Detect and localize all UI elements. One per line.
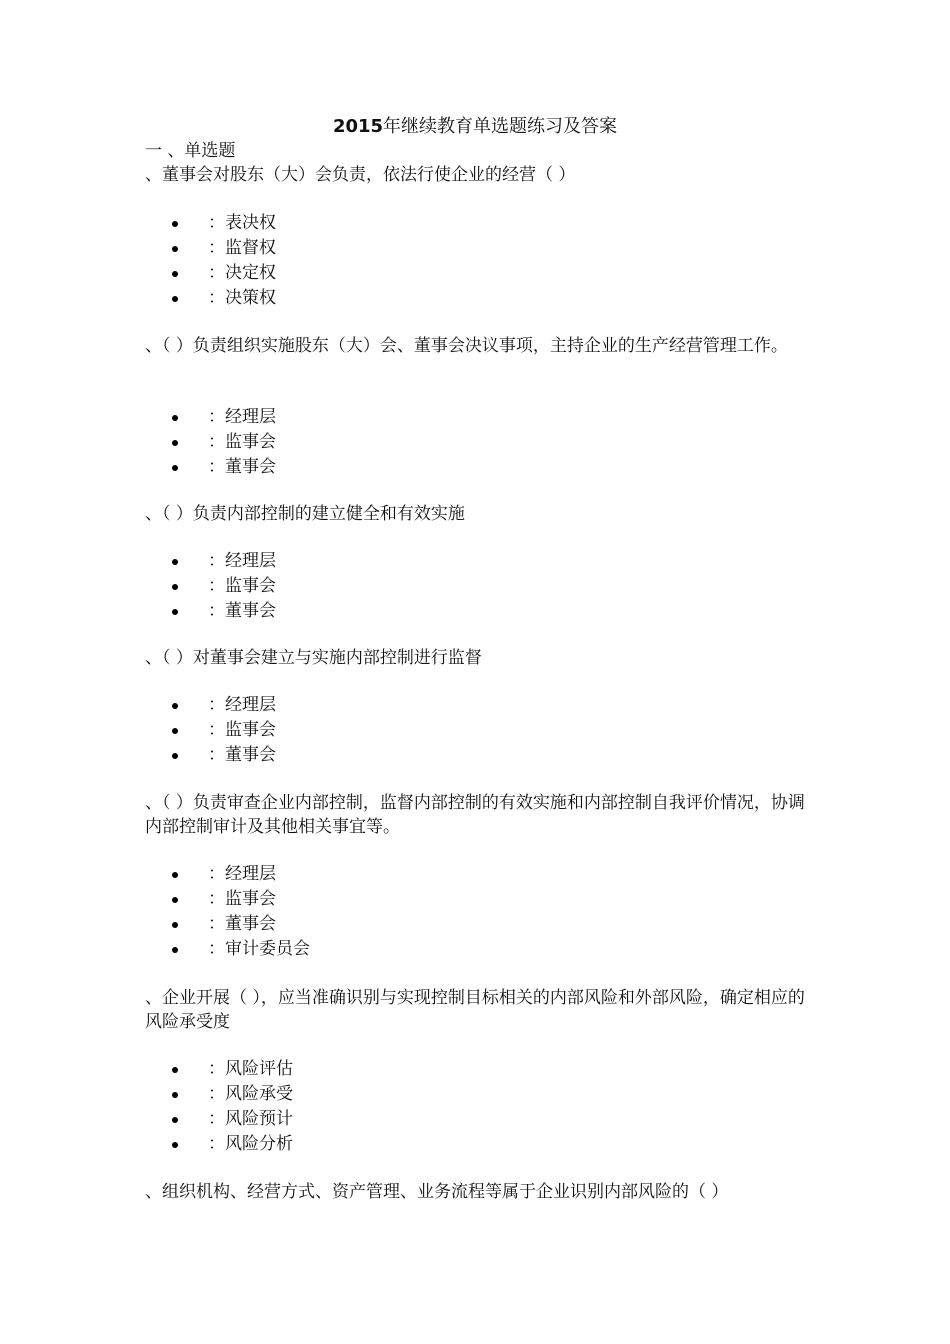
bullet-icon	[172, 922, 178, 928]
bullet-icon	[172, 1092, 178, 1098]
question-6: 、企业开展（ ），应当准确识别与实现控制目标相关的内部风险和外部风险，确定相应的风险承受度	[145, 988, 805, 1032]
bullet-icon	[172, 296, 178, 302]
option-label: ：董事会	[208, 457, 276, 477]
bullet-icon	[172, 872, 178, 878]
option-label: ：决定权	[208, 263, 276, 283]
bullet-icon	[172, 559, 178, 565]
bullet-icon	[172, 897, 178, 903]
option-label: ：风险承受	[208, 1084, 293, 1104]
question-5: 、（ ）负责审查企业内部控制，监督内部控制的有效实施和内部控制自我评价情况，协调内部控制审计及其他相关事宜等。	[145, 793, 805, 837]
bullet-icon	[172, 1067, 178, 1073]
title-year: 2015	[332, 116, 384, 137]
question-7: 、组织机构、经营方式、资产管理、业务流程等属于企业识别内部风险的（ ）	[145, 1182, 729, 1202]
option-label: ：监事会	[208, 720, 276, 740]
bullet-icon	[172, 465, 178, 471]
option-label: ：风险评估	[208, 1059, 293, 1079]
option-label: ：决策权	[208, 288, 276, 308]
option-label: ：经理层	[208, 695, 276, 715]
bullet-icon	[172, 246, 178, 252]
section-heading: 一 、单选题	[145, 141, 236, 161]
option-label: ：经理层	[208, 864, 276, 884]
option-label: ：董事会	[208, 745, 276, 765]
option-label: ：董事会	[208, 914, 276, 934]
bullet-icon	[172, 271, 178, 277]
option-label: ：董事会	[208, 601, 276, 621]
bullet-icon	[172, 440, 178, 446]
bullet-icon	[172, 947, 178, 953]
bullet-icon	[172, 221, 178, 227]
question-4: 、（ ）对董事会建立与实施内部控制进行监督	[145, 648, 482, 668]
option-label: ：经理层	[208, 551, 276, 571]
bullet-icon	[172, 1142, 178, 1148]
option-label: ：监事会	[208, 576, 276, 596]
bullet-icon	[172, 753, 178, 759]
option-label: ：风险分析	[208, 1134, 293, 1154]
bullet-icon	[172, 415, 178, 421]
title-text: 年继续教育单选题练习及答案	[383, 116, 618, 137]
bullet-icon	[172, 703, 178, 709]
bullet-icon	[172, 609, 178, 615]
bullet-icon	[172, 1117, 178, 1123]
question-1: 、董事会对股东（大）会负责，依法行使企业的经营（ ）	[145, 165, 576, 185]
option-label: ：监督权	[208, 238, 276, 258]
option-label: ：经理层	[208, 407, 276, 427]
option-label: ：监事会	[208, 432, 276, 452]
option-label: ：表决权	[208, 213, 276, 233]
document-title	[0, 114, 950, 140]
option-label: ：监事会	[208, 889, 276, 909]
question-2: 、（ ）负责组织实施股东（大）会、董事会决议事项，主持企业的生产经营管理工作。	[145, 336, 788, 356]
bullet-icon	[172, 728, 178, 734]
option-label: ：风险预计	[208, 1109, 293, 1129]
question-3: 、（ ）负责内部控制的建立健全和有效实施	[145, 504, 465, 524]
bullet-icon	[172, 584, 178, 590]
option-label: ：审计委员会	[208, 939, 310, 959]
